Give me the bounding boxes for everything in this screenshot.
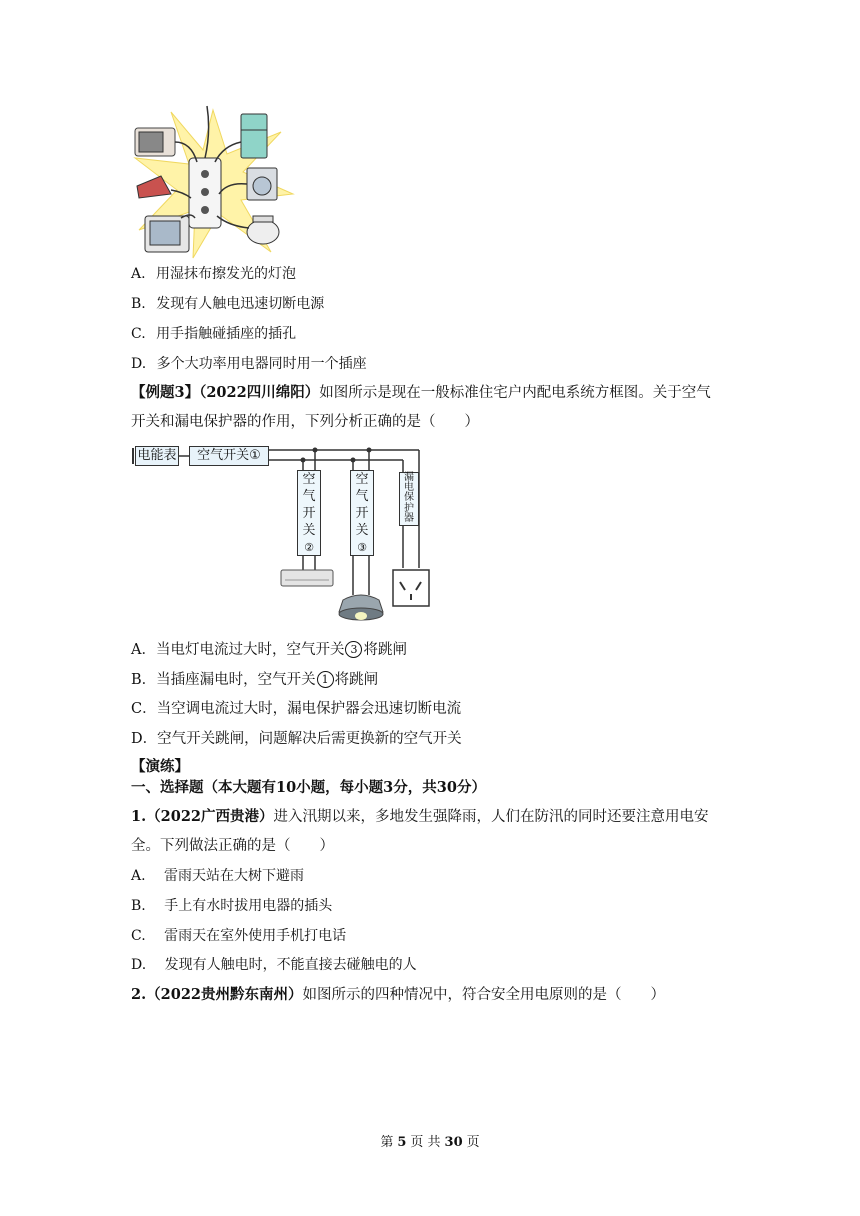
example3-option-a — [131, 640, 407, 660]
option-letter: D． — [131, 731, 158, 747]
option-letter: A. — [131, 266, 146, 282]
question-text: 如图所示的四种情况中，符合安全用电原则的是（ ） — [302, 987, 665, 1003]
option-letter: B． — [131, 672, 157, 688]
char: 护 — [404, 502, 414, 514]
main-switch-label: 空气开关① — [197, 448, 261, 463]
q1-line2 — [131, 836, 334, 856]
char: 空 — [302, 472, 316, 487]
option-text: 用手指触碰插座的插孔 — [156, 326, 297, 342]
option-text: 用湿抹布擦发光的灯泡 — [156, 266, 297, 282]
practice-heading: 【演练】 — [131, 758, 189, 775]
char: 空 — [355, 472, 369, 487]
example3-line1 — [131, 383, 711, 403]
question-text: 全。下列做法正确的是（ ） — [131, 838, 334, 854]
question-source: （2022广西贵港） — [146, 808, 274, 825]
q2-line — [131, 985, 665, 1005]
q1-option-d — [131, 955, 417, 975]
circled-number: 3 — [345, 641, 362, 658]
leakage-protector-box — [399, 472, 419, 526]
option-text: 发现有人触电迅速切断电源 — [156, 296, 325, 312]
option-text: 发现有人触电时，不能直接去碰触电的人 — [164, 957, 417, 973]
char: 气 — [302, 489, 316, 504]
option-text: 空气开关跳闸，问题解决后需更换新的空气开关 — [157, 731, 462, 747]
char: 器 — [404, 512, 414, 524]
char: ③ — [357, 541, 367, 554]
page-footer — [0, 1131, 860, 1150]
option-letter: D. — [131, 356, 147, 372]
char: 开 — [355, 506, 369, 521]
option-letter: D. — [131, 957, 147, 973]
example3-option-b — [131, 670, 378, 690]
option-text: 雷雨天站在大树下避雨 — [164, 868, 305, 884]
q1-option-c — [131, 926, 346, 946]
q1-option-a — [131, 866, 304, 886]
example3-option-d — [131, 729, 462, 749]
option-letter: A． — [131, 642, 156, 658]
char: 开 — [302, 506, 316, 521]
option-letter: A. — [131, 868, 146, 884]
option-letter: C. — [131, 326, 146, 342]
option-b — [131, 294, 324, 314]
overloaded-socket-illustration — [131, 102, 296, 260]
question-text: 进入汛期以来，多地发生强降雨，人们在防汛的同时还要注意用电安 — [273, 809, 709, 825]
page-number: 5 — [397, 1135, 407, 1150]
option-letter: B. — [131, 898, 146, 914]
distribution-diagram — [131, 440, 436, 630]
example-text: 开关和漏电保护器的作用，下列分析正确的是（ ） — [131, 414, 479, 430]
q1-line1 — [131, 807, 709, 827]
question-number: 1. — [131, 808, 147, 825]
char: 电 — [404, 482, 414, 494]
option-letter: C． — [131, 701, 157, 717]
question-number: 2. — [131, 986, 147, 1003]
air-switch-2-box — [297, 470, 321, 556]
option-text: 当空调电流过大时，漏电保护器会迅速切断电流 — [156, 701, 462, 717]
question-source: （2022贵州黔东南州） — [146, 986, 303, 1003]
option-text: 多个大功率用电器同时用一个插座 — [156, 356, 367, 372]
option-a — [131, 264, 296, 284]
example-text: 如图所示是现在一般标准住宅户内配电系统方框图。关于空气 — [319, 385, 711, 401]
example-label: 【例题3】 — [131, 384, 200, 401]
meter-label: 电能表 — [137, 448, 177, 463]
footer-pre: 第 — [380, 1135, 394, 1150]
option-text: 手上有水时拔用电器的插头 — [164, 898, 333, 914]
char: ② — [304, 541, 314, 554]
section-heading: 一、选择题（本大题有10小题，每小题3分，共30分） — [131, 779, 486, 796]
footer-post: 页 — [466, 1135, 480, 1150]
option-text-end: 将跳闸 — [363, 642, 407, 658]
char: 保 — [404, 492, 414, 504]
option-d — [131, 354, 367, 374]
circled-number: 1 — [317, 671, 334, 688]
char: 气 — [355, 489, 369, 504]
option-letter: B. — [131, 296, 146, 312]
option-text: 雷雨天在室外使用手机打电话 — [164, 928, 347, 944]
electric-meter-box — [135, 446, 179, 466]
example-source: （2022四川绵阳） — [199, 384, 320, 401]
example3-option-c — [131, 699, 461, 719]
wiring-lines — [131, 440, 436, 630]
q1-option-b — [131, 896, 332, 916]
main-air-switch-box — [189, 446, 269, 466]
option-text-end: 将跳闸 — [334, 672, 379, 688]
option-text: 当电灯电流过大时，空气开关 — [155, 642, 345, 658]
example3-line2 — [131, 412, 479, 432]
char: 漏 — [404, 472, 414, 483]
footer-mid: 页 共 — [410, 1135, 441, 1150]
air-switch-3-box — [350, 470, 374, 556]
total-pages: 30 — [444, 1135, 463, 1150]
option-text: 当插座漏电时，空气开关 — [156, 672, 316, 688]
option-letter: C. — [131, 928, 146, 944]
option-c — [131, 324, 296, 344]
char: 关 — [355, 523, 369, 538]
char: 关 — [302, 523, 316, 538]
